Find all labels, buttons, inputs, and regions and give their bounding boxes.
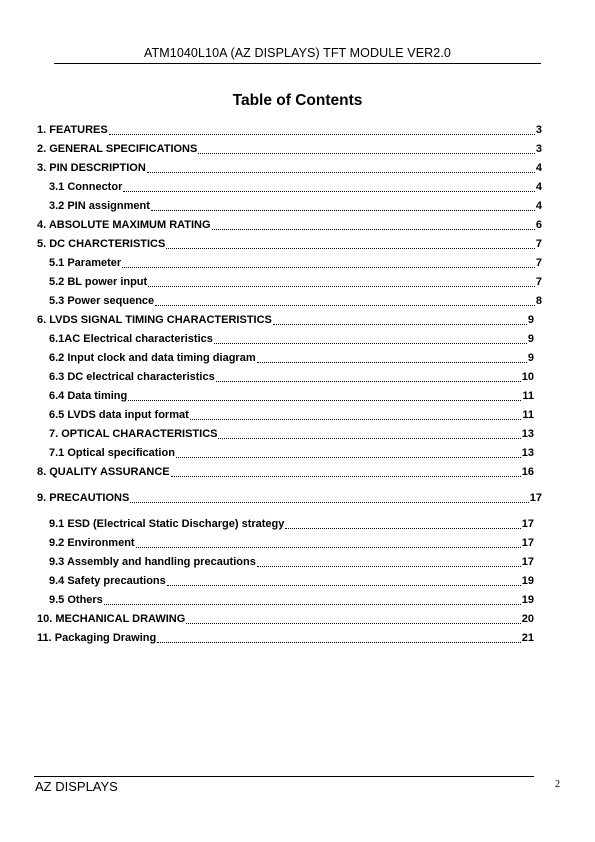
toc-entry[interactable] bbox=[37, 235, 542, 251]
toc-entry-label: 5.1 Parameter bbox=[49, 257, 122, 269]
toc-entry[interactable] bbox=[49, 349, 534, 365]
toc-entry-label: 10. MECHANICAL DRAWING bbox=[37, 613, 186, 625]
toc-entry-label: 7.1 Optical specification bbox=[49, 447, 175, 459]
footer-divider bbox=[34, 776, 534, 777]
toc-entry[interactable] bbox=[49, 292, 542, 308]
toc-entry-label: 3. PIN DESCRIPTION bbox=[37, 162, 146, 174]
toc-dot-leader bbox=[186, 613, 520, 624]
toc-dot-leader bbox=[130, 492, 528, 503]
toc-entry-page: 17 bbox=[521, 518, 534, 530]
toc-entry-page: 21 bbox=[521, 632, 534, 644]
toc-dot-leader bbox=[216, 371, 521, 382]
toc-entry-page: 7 bbox=[535, 257, 542, 269]
toc-entry[interactable] bbox=[37, 311, 534, 327]
toc-dot-leader bbox=[212, 219, 535, 230]
toc-entry[interactable] bbox=[49, 534, 534, 550]
toc-entry[interactable] bbox=[49, 425, 534, 441]
page-title: Table of Contents bbox=[232, 92, 363, 109]
toc-dot-leader bbox=[257, 556, 521, 567]
toc-dot-leader bbox=[166, 238, 535, 249]
page-header: ATM1040L10A (AZ DISPLAYS) TFT MODULE VER2.0 bbox=[144, 46, 451, 60]
toc-entry-label: 7. OPTICAL CHARACTERISTICS bbox=[49, 428, 218, 440]
toc-entry[interactable] bbox=[49, 273, 542, 289]
toc-entry[interactable] bbox=[49, 591, 534, 607]
toc-dot-leader bbox=[190, 409, 522, 420]
toc-entry-label: 9.4 Safety precautions bbox=[49, 575, 166, 587]
toc-entry[interactable] bbox=[49, 515, 534, 531]
toc-entry-page: 11 bbox=[522, 409, 534, 421]
toc-entry[interactable] bbox=[49, 387, 534, 403]
toc-entry-label: 3.1 Connector bbox=[49, 181, 123, 193]
toc-entry-label: 6.2 Input clock and data timing diagram bbox=[49, 352, 256, 364]
toc-entry[interactable] bbox=[49, 406, 534, 422]
toc-entry[interactable] bbox=[37, 216, 542, 232]
toc-entry[interactable] bbox=[49, 572, 534, 588]
toc-entry-label: 5.2 BL power input bbox=[49, 276, 148, 288]
toc-entry-page: 9 bbox=[527, 352, 534, 364]
toc-entry[interactable] bbox=[37, 159, 542, 175]
toc-entry-page: 17 bbox=[529, 492, 542, 504]
toc-dot-leader bbox=[257, 352, 527, 363]
toc-dot-leader bbox=[136, 537, 521, 548]
toc-entry[interactable] bbox=[37, 463, 534, 479]
toc-entry-page: 9 bbox=[527, 314, 534, 326]
footer-page-number: 2 bbox=[555, 779, 560, 790]
toc-entry[interactable] bbox=[49, 444, 534, 460]
toc-entry-page: 3 bbox=[535, 124, 542, 136]
toc-entry[interactable] bbox=[37, 140, 542, 156]
toc-entry-page: 4 bbox=[535, 200, 542, 212]
toc-entry-page: 17 bbox=[521, 556, 534, 568]
toc-dot-leader bbox=[148, 276, 535, 287]
toc-dot-leader bbox=[198, 143, 535, 154]
toc-entry[interactable] bbox=[37, 629, 534, 645]
toc-entry-page: 20 bbox=[521, 613, 534, 625]
toc-entry-label: 2. GENERAL SPECIFICATIONS bbox=[37, 143, 198, 155]
toc-entry-page: 6 bbox=[535, 219, 542, 231]
toc-dot-leader bbox=[214, 333, 527, 344]
toc-entry-page: 13 bbox=[521, 447, 534, 459]
toc-entry-label: 1. FEATURES bbox=[37, 124, 108, 136]
toc-entry-page: 7 bbox=[535, 276, 542, 288]
toc-entry-label: 8. QUALITY ASSURANCE bbox=[37, 466, 170, 478]
toc-dot-leader bbox=[285, 518, 520, 529]
toc-entry-label: 5.3 Power sequence bbox=[49, 295, 155, 307]
toc-entry-label: 9.3 Assembly and handling precautions bbox=[49, 556, 256, 568]
toc-entry-page: 10 bbox=[521, 371, 534, 383]
footer-company: AZ DISPLAYS bbox=[35, 779, 118, 794]
toc-entry-label: 6.3 DC electrical characteristics bbox=[49, 371, 215, 383]
toc-dot-leader bbox=[123, 181, 535, 192]
toc-dot-leader bbox=[167, 575, 521, 586]
toc-entry-page: 7 bbox=[535, 238, 542, 250]
toc-entry-label: 9.1 ESD (Electrical Static Discharge) strategy bbox=[49, 518, 285, 530]
toc-entry-label: 9. PRECAUTIONS bbox=[37, 492, 130, 504]
toc-dot-leader bbox=[171, 466, 521, 477]
toc-entry-label: 9.5 Others bbox=[49, 594, 103, 606]
toc-entry-page: 16 bbox=[521, 466, 534, 478]
toc-entry-page: 9 bbox=[527, 333, 534, 345]
toc-entry-label: 9.2 Environment bbox=[49, 537, 135, 549]
toc-entry[interactable] bbox=[37, 610, 534, 626]
toc-dot-leader bbox=[109, 124, 535, 135]
toc-entry[interactable] bbox=[49, 197, 542, 213]
toc-entry[interactable] bbox=[37, 121, 542, 137]
toc-entry-page: 19 bbox=[521, 575, 534, 587]
toc-entry-label: 6.4 Data timing bbox=[49, 390, 128, 402]
toc-entry-label: 6.1AC Electrical characteristics bbox=[49, 333, 213, 345]
toc-entry[interactable] bbox=[49, 553, 534, 569]
toc-entry-label: 5. DC CHARCTERISTICS bbox=[37, 238, 166, 250]
toc-dot-leader bbox=[157, 632, 521, 643]
toc-entry-page: 17 bbox=[521, 537, 534, 549]
toc-entry[interactable] bbox=[37, 489, 542, 505]
toc-entry-page: 3 bbox=[535, 143, 542, 155]
toc-entry-label: 6. LVDS SIGNAL TIMING CHARACTERISTICS bbox=[37, 314, 272, 326]
toc-entry-label: 3.2 PIN assignment bbox=[49, 200, 150, 212]
toc-entry-label: 4. ABSOLUTE MAXIMUM RATING bbox=[37, 219, 211, 231]
toc-dot-leader bbox=[176, 447, 521, 458]
toc-entry-page: 11 bbox=[522, 390, 534, 402]
toc-entry[interactable] bbox=[49, 254, 542, 270]
toc-entry[interactable] bbox=[49, 330, 534, 346]
toc-entry-label: 11. Packaging Drawing bbox=[37, 632, 157, 644]
toc-entry-page: 19 bbox=[521, 594, 534, 606]
header-divider bbox=[54, 63, 541, 64]
toc-entry-page: 13 bbox=[521, 428, 534, 440]
toc-dot-leader bbox=[155, 295, 535, 306]
toc-dot-leader bbox=[104, 594, 521, 605]
toc-entry-page: 8 bbox=[535, 295, 542, 307]
toc-dot-leader bbox=[273, 314, 527, 325]
toc-entry-page: 4 bbox=[535, 162, 542, 174]
toc-dot-leader bbox=[122, 257, 535, 268]
toc-dot-leader bbox=[147, 162, 535, 173]
toc-dot-leader bbox=[128, 390, 521, 401]
toc-dot-leader bbox=[151, 200, 535, 211]
toc-entry[interactable] bbox=[49, 368, 534, 384]
toc-entry-page: 4 bbox=[535, 181, 542, 193]
toc-entry-label: 6.5 LVDS data input format bbox=[49, 409, 189, 421]
toc-dot-leader bbox=[218, 428, 520, 439]
toc-entry[interactable] bbox=[49, 178, 542, 194]
